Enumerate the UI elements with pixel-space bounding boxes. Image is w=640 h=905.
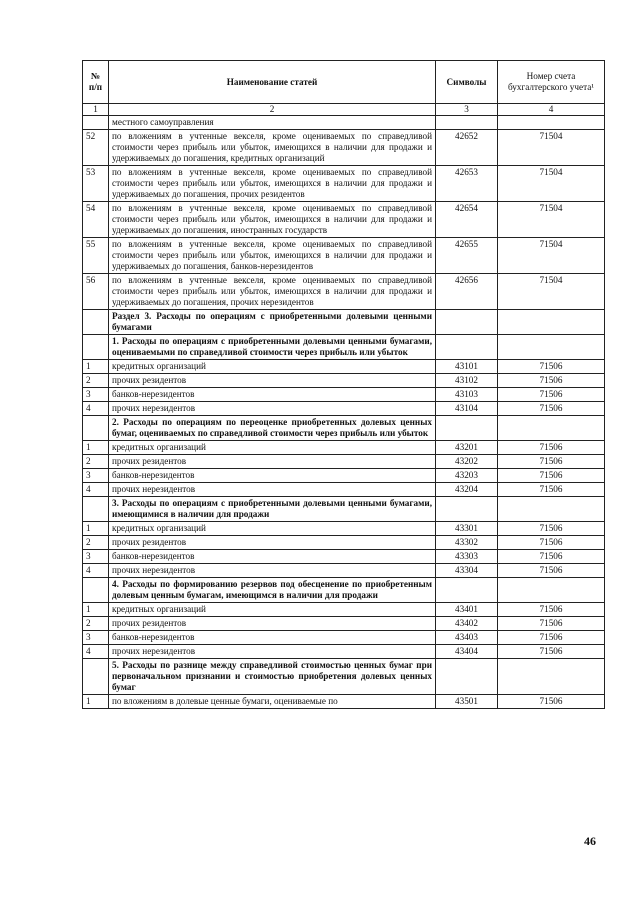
row-account-cell: 71506 bbox=[498, 603, 605, 617]
header-account: Номер счета бухгалтерского учета¹ bbox=[498, 61, 605, 104]
row-symbol-cell: 43302 bbox=[436, 536, 498, 550]
row-name-cell: прочих резидентов bbox=[109, 455, 436, 469]
row-symbol-cell bbox=[436, 116, 498, 130]
row-name-cell: прочих резидентов bbox=[109, 617, 436, 631]
row-name-cell: по вложениям в учтенные векселя, кроме оцениваемых по справедливой стоимости через прибыль или убыток, имеющихся в наличии для продажи и удерживаемых до погашения, кредитных организаций bbox=[109, 130, 436, 166]
table-row bbox=[83, 564, 605, 578]
row-number-cell: 1 bbox=[83, 695, 109, 709]
row-symbol-cell: 43403 bbox=[436, 631, 498, 645]
row-account-cell: 71506 bbox=[498, 631, 605, 645]
row-name-cell: местного самоуправления bbox=[109, 116, 436, 130]
row-symbol-cell: 43104 bbox=[436, 402, 498, 416]
row-account-cell bbox=[498, 335, 605, 360]
row-name-cell: прочих резидентов bbox=[109, 374, 436, 388]
row-account-cell: 71506 bbox=[498, 388, 605, 402]
page-number: 46 bbox=[584, 834, 596, 848]
row-symbol-cell: 43402 bbox=[436, 617, 498, 631]
row-number-cell: 1 bbox=[83, 603, 109, 617]
row-number-cell bbox=[83, 116, 109, 130]
row-number-cell: 1 bbox=[83, 360, 109, 374]
row-number-cell: 2 bbox=[83, 455, 109, 469]
row-number-cell: 3 bbox=[83, 631, 109, 645]
table-row bbox=[83, 550, 605, 564]
row-symbol-cell: 43401 bbox=[436, 603, 498, 617]
row-name-cell: по вложениям в учтенные векселя, кроме оцениваемых по справедливой стоимости через прибыль или убыток, имеющихся в наличии для продажи и удерживаемых до погашения, прочих нерезидентов bbox=[109, 274, 436, 310]
row-number-cell: 2 bbox=[83, 536, 109, 550]
row-symbol-cell: 43103 bbox=[436, 388, 498, 402]
row-number-cell: 1 bbox=[83, 522, 109, 536]
row-number-cell: 4 bbox=[83, 645, 109, 659]
table-row bbox=[83, 274, 605, 310]
row-symbol-cell bbox=[436, 578, 498, 603]
table-row bbox=[83, 310, 605, 335]
row-symbol-cell: 42653 bbox=[436, 166, 498, 202]
table-row bbox=[83, 238, 605, 274]
row-symbol-cell: 43501 bbox=[436, 695, 498, 709]
table-body bbox=[83, 116, 605, 709]
row-symbol-cell: 43204 bbox=[436, 483, 498, 497]
table-row bbox=[83, 166, 605, 202]
table-row bbox=[83, 536, 605, 550]
table-row bbox=[83, 695, 605, 709]
row-symbol-cell: 43102 bbox=[436, 374, 498, 388]
row-account-cell: 71506 bbox=[498, 360, 605, 374]
row-number-cell: 4 bbox=[83, 564, 109, 578]
row-symbol-cell: 43304 bbox=[436, 564, 498, 578]
row-symbol-cell: 43201 bbox=[436, 441, 498, 455]
row-account-cell bbox=[498, 659, 605, 695]
table-row bbox=[83, 631, 605, 645]
row-symbol-cell: 42652 bbox=[436, 130, 498, 166]
header-symbols: Символы bbox=[436, 61, 498, 104]
row-account-cell: 71506 bbox=[498, 402, 605, 416]
row-number-cell bbox=[83, 497, 109, 522]
table-row bbox=[83, 416, 605, 441]
row-name-cell: банков-нерезидентов bbox=[109, 388, 436, 402]
row-account-cell: 71506 bbox=[498, 550, 605, 564]
row-number-cell: 1 bbox=[83, 441, 109, 455]
row-symbol-cell: 42654 bbox=[436, 202, 498, 238]
row-name-cell: прочих нерезидентов bbox=[109, 645, 436, 659]
row-name-cell: прочих нерезидентов bbox=[109, 564, 436, 578]
row-name-cell: 4. Расходы по формированию резервов под обесценение по приобретенным долевым ценным бумагам, имеющимся в наличии для продажи bbox=[109, 578, 436, 603]
index-cell: 4 bbox=[498, 104, 605, 116]
row-account-cell: 71506 bbox=[498, 695, 605, 709]
row-account-cell: 71504 bbox=[498, 238, 605, 274]
header-number: № п/п bbox=[83, 61, 109, 104]
table-row bbox=[83, 130, 605, 166]
row-account-cell bbox=[498, 310, 605, 335]
row-symbol-cell: 43101 bbox=[436, 360, 498, 374]
row-number-cell bbox=[83, 578, 109, 603]
table-row bbox=[83, 388, 605, 402]
table-row bbox=[83, 497, 605, 522]
row-number-cell: 3 bbox=[83, 469, 109, 483]
row-symbol-cell: 43202 bbox=[436, 455, 498, 469]
table-row bbox=[83, 335, 605, 360]
row-name-cell: кредитных организаций bbox=[109, 522, 436, 536]
row-name-cell: 2. Расходы по операциям по переоценке приобретенных долевых ценных бумаг, оцениваемых по справедливой стоимости через прибыль или убыток bbox=[109, 416, 436, 441]
table-row bbox=[83, 603, 605, 617]
row-account-cell bbox=[498, 416, 605, 441]
row-symbol-cell: 42655 bbox=[436, 238, 498, 274]
row-name-cell: прочих резидентов bbox=[109, 536, 436, 550]
row-number-cell bbox=[83, 416, 109, 441]
row-symbol-cell: 43404 bbox=[436, 645, 498, 659]
row-name-cell: 1. Расходы по операциям с приобретенными долевыми ценными бумагами, оцениваемыми по справедливой стоимости через прибыль или убыток bbox=[109, 335, 436, 360]
index-cell: 2 bbox=[109, 104, 436, 116]
row-name-cell: кредитных организаций bbox=[109, 603, 436, 617]
table-row bbox=[83, 360, 605, 374]
row-symbol-cell bbox=[436, 416, 498, 441]
table-row bbox=[83, 483, 605, 497]
row-name-cell: банков-нерезидентов bbox=[109, 469, 436, 483]
table-row bbox=[83, 578, 605, 603]
row-account-cell: 71504 bbox=[498, 166, 605, 202]
row-symbol-cell bbox=[436, 310, 498, 335]
row-symbol-cell: 43203 bbox=[436, 469, 498, 483]
row-account-cell: 71504 bbox=[498, 202, 605, 238]
row-symbol-cell: 42656 bbox=[436, 274, 498, 310]
row-symbol-cell: 43303 bbox=[436, 550, 498, 564]
row-number-cell: 52 bbox=[83, 130, 109, 166]
row-account-cell: 71506 bbox=[498, 441, 605, 455]
row-number-cell: 4 bbox=[83, 483, 109, 497]
row-name-cell: кредитных организаций bbox=[109, 441, 436, 455]
header-row bbox=[83, 61, 605, 104]
header-name: Наименование статей bbox=[109, 61, 436, 104]
row-name-cell: кредитных организаций bbox=[109, 360, 436, 374]
row-symbol-cell bbox=[436, 659, 498, 695]
row-number-cell bbox=[83, 335, 109, 360]
row-name-cell: банков-нерезидентов bbox=[109, 631, 436, 645]
row-name-cell: 3. Расходы по операциям с приобретенными долевыми ценными бумагами, имеющимися в наличии для продажи bbox=[109, 497, 436, 522]
row-account-cell: 71506 bbox=[498, 564, 605, 578]
row-number-cell: 4 bbox=[83, 402, 109, 416]
row-name-cell: 5. Расходы по разнице между справедливой стоимостью ценных бумаг при первоначальном признании и стоимостью приобретения долевых ценных бумаг bbox=[109, 659, 436, 695]
table-row bbox=[83, 617, 605, 631]
row-name-cell: прочих нерезидентов bbox=[109, 483, 436, 497]
table-row bbox=[83, 469, 605, 483]
table-row bbox=[83, 402, 605, 416]
index-cell: 3 bbox=[436, 104, 498, 116]
row-number-cell: 53 bbox=[83, 166, 109, 202]
table-row bbox=[83, 202, 605, 238]
row-account-cell: 71506 bbox=[498, 522, 605, 536]
row-number-cell bbox=[83, 659, 109, 695]
row-number-cell bbox=[83, 310, 109, 335]
index-cell: 1 bbox=[83, 104, 109, 116]
row-account-cell: 71506 bbox=[498, 455, 605, 469]
row-account-cell: 71506 bbox=[498, 374, 605, 388]
accounts-table bbox=[82, 60, 605, 709]
row-account-cell: 71506 bbox=[498, 645, 605, 659]
row-number-cell: 3 bbox=[83, 388, 109, 402]
row-account-cell bbox=[498, 497, 605, 522]
row-account-cell: 71506 bbox=[498, 617, 605, 631]
table-row bbox=[83, 659, 605, 695]
row-symbol-cell bbox=[436, 497, 498, 522]
row-account-cell: 71506 bbox=[498, 483, 605, 497]
table-row bbox=[83, 645, 605, 659]
row-number-cell: 2 bbox=[83, 374, 109, 388]
row-name-cell: по вложениям в учтенные векселя, кроме оцениваемых по справедливой стоимости через прибыль или убыток, имеющихся в наличии для продажи и удерживаемых до погашения, прочих резидентов bbox=[109, 166, 436, 202]
row-name-cell: банков-нерезидентов bbox=[109, 550, 436, 564]
row-number-cell: 3 bbox=[83, 550, 109, 564]
row-symbol-cell bbox=[436, 335, 498, 360]
row-account-cell: 71504 bbox=[498, 130, 605, 166]
row-name-cell: по вложениям в долевые ценные бумаги, оцениваемые по bbox=[109, 695, 436, 709]
row-account-cell bbox=[498, 578, 605, 603]
row-name-cell: Раздел 3. Расходы по операциям с приобретенными долевыми ценными бумагами bbox=[109, 310, 436, 335]
row-name-cell: по вложениям в учтенные векселя, кроме оцениваемых по справедливой стоимости через прибыль или убыток, имеющихся в наличии для продажи и удерживаемых до погашения, банков-нерезидентов bbox=[109, 238, 436, 274]
index-row bbox=[83, 104, 605, 116]
row-number-cell: 2 bbox=[83, 617, 109, 631]
row-account-cell: 71506 bbox=[498, 469, 605, 483]
table-row bbox=[83, 441, 605, 455]
row-number-cell: 55 bbox=[83, 238, 109, 274]
table-row bbox=[83, 374, 605, 388]
table-row bbox=[83, 522, 605, 536]
row-account-cell: 71506 bbox=[498, 536, 605, 550]
row-symbol-cell: 43301 bbox=[436, 522, 498, 536]
row-name-cell: прочих нерезидентов bbox=[109, 402, 436, 416]
row-number-cell: 56 bbox=[83, 274, 109, 310]
row-account-cell bbox=[498, 116, 605, 130]
row-number-cell: 54 bbox=[83, 202, 109, 238]
row-name-cell: по вложениям в учтенные векселя, кроме оцениваемых по справедливой стоимости через прибыль или убыток, имеющихся в наличии для продажи и удерживаемых до погашения, иностранных государств bbox=[109, 202, 436, 238]
table-row bbox=[83, 455, 605, 469]
table-row bbox=[83, 116, 605, 130]
row-account-cell: 71504 bbox=[498, 274, 605, 310]
